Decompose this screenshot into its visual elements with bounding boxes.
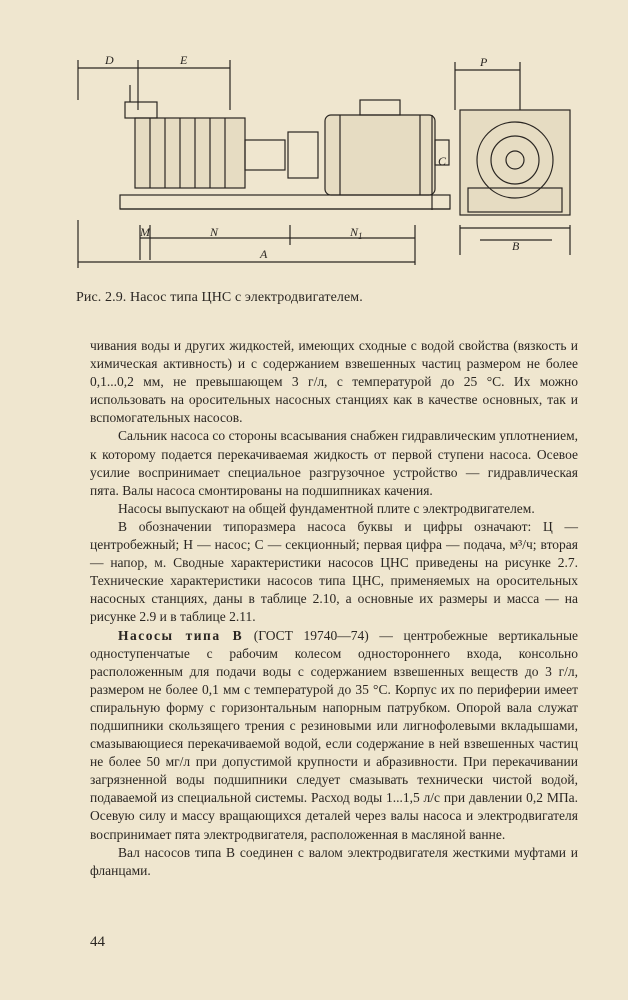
body-text <box>90 337 578 880</box>
dim-C-label: C <box>438 154 447 168</box>
paragraph: Сальник насоса со стороны всасывания снабжен гидравлическим уплотнением, к которому подается перекачиваемая жидкость от первой ступени насоса. Осевое усилие воспринимает специальное разгрузочное устройство — гидравлическая пята. Валы насоса смонтированы на подшипниках качения. <box>90 428 578 498</box>
dim-D-label: D <box>105 53 114 67</box>
figure-caption: Рис. 2.9. Насос типа ЦНС с электродвигателем. <box>76 290 363 305</box>
type-b-heading: Насосы типа В <box>118 627 244 643</box>
paragraph: чивания воды и других жидкостей, имеющих сходные с водой свойства (вязкость и химическая активность) и с содержанием взвешенных частиц размером не более 0,1...0,2 мм, не превышающем 3 г/л, с температурой до 25 °С. Их можно использовать на оросительных насосных станциях как в качестве основных, так и вспомогательных насосов. <box>90 338 578 426</box>
paragraph: Вал насосов типа В соединен с валом электродвигателя жесткими муфтами и фланцами. <box>90 844 578 878</box>
pump-figure <box>60 40 600 280</box>
dim-N-label: N <box>210 225 219 239</box>
pump-drawing <box>60 40 600 280</box>
dim-B-label: B <box>512 239 520 253</box>
dim-A-label: A <box>260 247 268 261</box>
page-number: 44 <box>90 934 105 950</box>
paragraph: В обозначении типоразмера насоса буквы и цифры означают: Ц — центробежный; Н — насос; С — секционный; первая цифра — подача, м³/ч; вторая — напор, м. Сводные характеристики насосов ЦНС приведены на рисунке 2.7. Технические характеристики насосов типа ЦНС, применяемых на оросительных насосных станциях, даны в таблице 2.10, а основные их размеры и масса — на рисунке 2.9 и в таблице 2.11. <box>90 518 578 625</box>
dim-P-label: P <box>480 55 488 69</box>
dim-E-label: E <box>180 53 188 67</box>
paragraph-type-b <box>90 627 578 844</box>
dim-N1-label: $N_1$ <box>350 225 363 241</box>
type-b-body: (ГОСТ 19740—74) — центробежные вертикальные одноступенчатые с рабочим колесом одностороннего входа, консольно расположенным для подачи воды с содержанием взвешенных веществ до 3 г/л, размером не более 0,1 мм с температурой до 35 °С. Корпус их по периферии имеет спиральную форму с горизонтальным напорным патрубком. Опорой вала служат подшипники скользящего трения с резиновыми или лигнофолевыми вкладышами, смазывающиеся перекачиваемой водой, если содержание в ней взвешенных частиц не более 50 мг/л при допустимой крупности и абразивности. При перекачивании загрязненной воды подшипники следует смазывать технически чистой водой, подаваемой из специальной системы. Расход воды 1...1,5 л/с при давлении 0,2 МПа. Осевую силу и массу вращающихся деталей через валы насоса и электродвигателя воспринимает пята электродвигателя, расположенная в масляной ванне. <box>90 627 579 842</box>
dim-M-label: M <box>140 225 150 239</box>
paragraph: Насосы выпускают на общей фундаментной плите с электродвигателем. <box>118 500 535 516</box>
